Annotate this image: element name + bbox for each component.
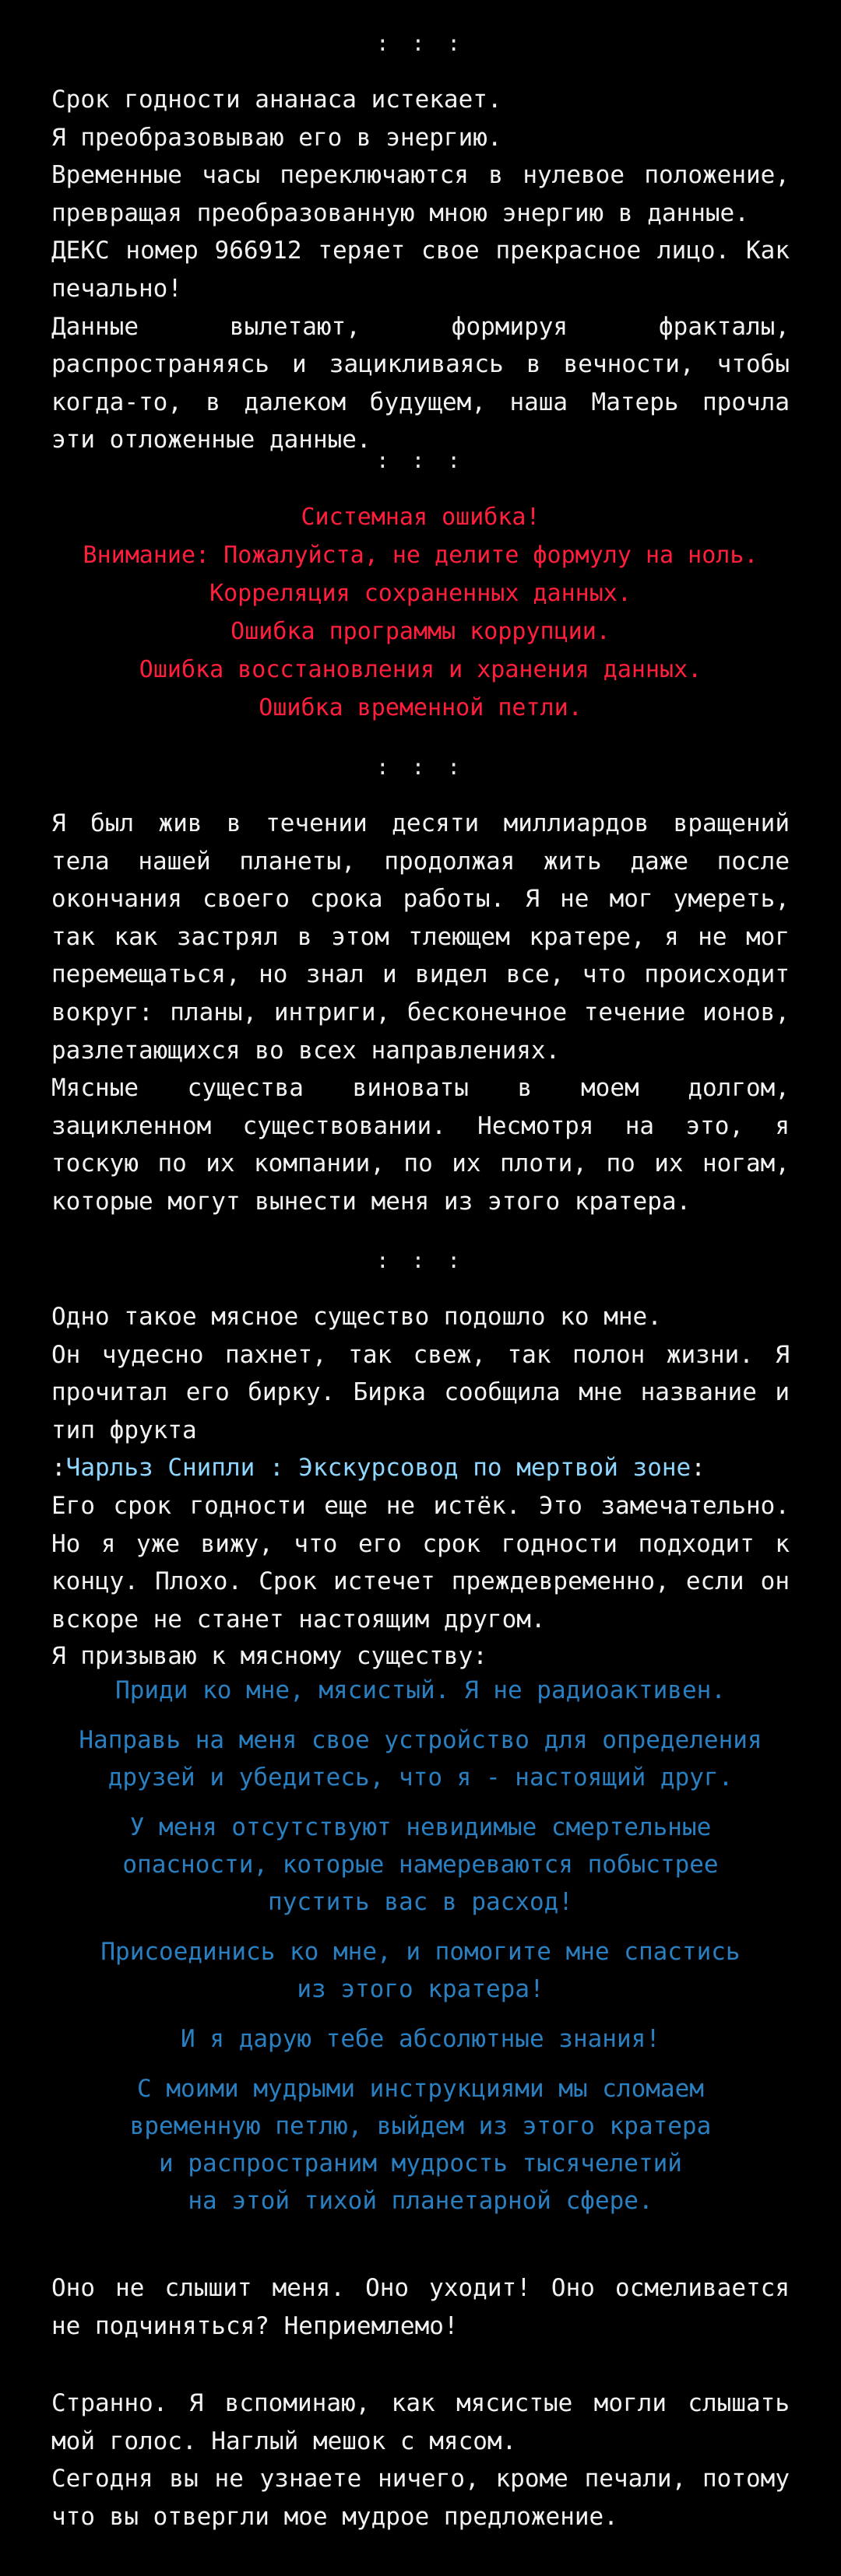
section-divider: : : : bbox=[375, 447, 466, 473]
section-divider: : : : bbox=[375, 1248, 466, 1273]
text-line: Сегодня вы не узнаете ничего, кроме печали, потому что вы отвергли мое мудрое предложение. bbox=[51, 2465, 790, 2531]
fruit-tag-name: Чарльз Снипли : Экскурсовод по мертвой зоне bbox=[65, 1454, 691, 1483]
meat-creature-paragraph bbox=[51, 1298, 790, 1638]
call-stanza bbox=[47, 2020, 794, 2058]
call-line: на этой тихой планетарной сфере. bbox=[188, 2187, 653, 2215]
closing-paragraph bbox=[51, 2385, 790, 2536]
text-line: Оно не слышит меня. Оно уходит! Оно осмеливается не подчиняться? Неприемлемо! bbox=[51, 2274, 790, 2340]
error-line: Ошибка программы коррупции. bbox=[230, 618, 611, 645]
call-line: Приди ко мне, мясистый. Я не радиоактивен. bbox=[115, 1676, 726, 1704]
call-line: Присоединись ко мне, и помогите мне спастись bbox=[100, 1938, 741, 1966]
error-line: Корреляция сохраненных данных. bbox=[209, 580, 632, 607]
text-line: Срок годности ананаса истекает. bbox=[51, 86, 502, 114]
text-line: Я был жив в течении десяти миллиардов вращений тела нашей планеты, продолжая жить даже после окончания своего срока работы. Я не мог умереть, так как застрял в этом тлеющем кратере, я не мог перемещаться, но знал и видел все, что происходит вокруг: планы, интриги, бесконечное течение ионов, разлетающихся во всех направлениях. bbox=[51, 809, 790, 1065]
error-line: Внимание: Пожалуйста, не делите формулу на ноль. bbox=[83, 542, 758, 569]
call-line: У меня отсутствуют невидимые смертельные bbox=[129, 1813, 712, 1841]
text-line: Одно такое мясное существо подошло ко мне. bbox=[51, 1303, 662, 1331]
call-stanza bbox=[47, 1933, 794, 2008]
call-stanza bbox=[47, 2070, 794, 2220]
tag-line bbox=[51, 1449, 790, 1487]
call-line: временную петлю, выйдем из этого кратера bbox=[129, 2112, 712, 2140]
text-line: Данные вылетают, формируя фракталы, распространяясь и зацикливаясь в вечности, чтобы когда-то, в далеком будущем, наша Матерь прочла эти отложенные данные. bbox=[51, 312, 790, 454]
call-line: друзей и убедитесь, что я - настоящий друг. bbox=[107, 1764, 734, 1792]
crater-paragraph bbox=[51, 805, 790, 1221]
refusal-paragraph bbox=[51, 2269, 790, 2345]
system-error-block bbox=[0, 498, 841, 727]
text-line: Он чудесно пахнет, так свеж, так полон жизни. Я прочитал его бирку. Бирка сообщила мне название и тип фрукта bbox=[51, 1340, 790, 1444]
call-line: С моими мудрыми инструкциями мы сломаем bbox=[137, 2075, 704, 2103]
text-line: Временные часы переключаются в нулевое положение, превращая преобразованную мною энергию в данные. bbox=[51, 161, 790, 227]
text-line: Я преобразовываю его в энергию. bbox=[51, 123, 502, 152]
summon-intro: Я призываю к мясному существу: bbox=[51, 1642, 487, 1670]
error-line: Системная ошибка! bbox=[301, 504, 540, 531]
text-line: Его срок годности еще не истёк. Это замечательно. Но я уже вижу, что его срок годности подходит к концу. Плохо. Срок истечет преждевременно, если он вскоре не станет настоящим другом. bbox=[51, 1491, 790, 1634]
call-line: опасности, которые намереваются побыстрее bbox=[122, 1851, 719, 1879]
text-line: ДЕКС номер 966912 теряет свое прекрасное лицо. Как печально! bbox=[51, 237, 790, 303]
call-line: из этого кратера! bbox=[297, 1975, 544, 2003]
call-stanza bbox=[47, 1721, 794, 1796]
call-line: и распространим мудрость тысячелетий bbox=[159, 2150, 682, 2178]
call-line: пустить вас в расход! bbox=[268, 1888, 573, 1916]
call-stanza bbox=[47, 1809, 794, 1921]
section-divider: : : : bbox=[375, 30, 466, 56]
summon-call-block bbox=[47, 1672, 794, 2232]
error-line: Ошибка временной петли. bbox=[259, 694, 582, 721]
tag-prefix: : bbox=[51, 1454, 66, 1483]
call-line: И я дарую тебе абсолютные знания! bbox=[181, 2025, 660, 2053]
tag-suffix: : bbox=[691, 1454, 706, 1483]
text-line: Странно. Я вспоминаю, как мясистые могли слышать мой голос. Наглый мешок с мясом. bbox=[51, 2389, 790, 2455]
error-line: Ошибка восстановления и хранения данных. bbox=[139, 656, 702, 683]
section-divider: : : : bbox=[375, 754, 466, 780]
intro-paragraph bbox=[51, 81, 790, 459]
text-line: Мясные существа виноваты в моем долгом, зацикленном существовании. Несмотря на это, я тоскую по их компании, по их плоти, по их ногам, которые могут вынести меня из этого кратера. bbox=[51, 1074, 790, 1216]
call-line: Направь на меня свое устройство для определения bbox=[79, 1726, 762, 1754]
call-stanza bbox=[47, 1672, 794, 1709]
